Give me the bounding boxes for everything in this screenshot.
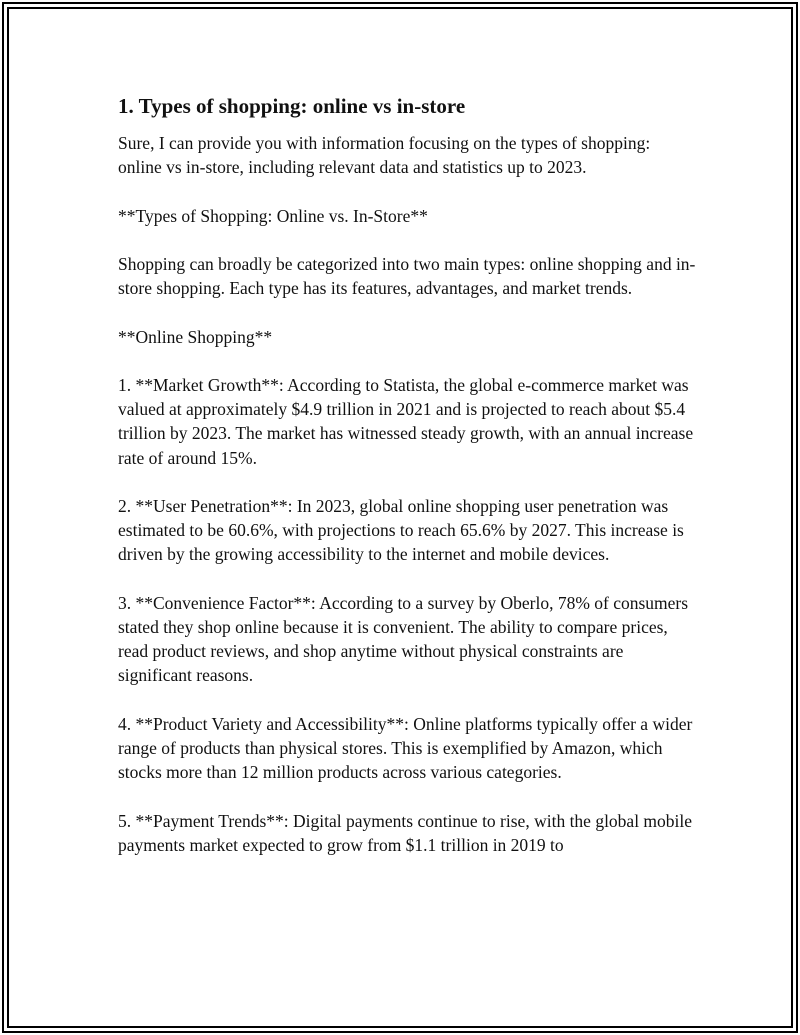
types-subheading: **Types of Shopping: Online vs. In-Store** [118, 205, 428, 226]
document-body [118, 92, 698, 857]
market-growth-paragraph: 1. **Market Growth**: According to Statista, the global e-commerce market was valued at approximately $4.9 trillion in 2021 and is projected to reach about $5.4 trillion by 2023. The market has witnessed steady growth, with an annual increase rate of around 15%. [118, 374, 694, 468]
overview-paragraph: Shopping can broadly be categorized into two main types: online shopping and in-store shopping. Each type has its features, advantages, and market trends. [118, 253, 696, 299]
convenience-factor-paragraph: 3. **Convenience Factor**: According to a survey by Oberlo, 78% of consumers stated they shop online because it is convenient. The ability to compare prices, read product reviews, and shop anytime without physical constraints are significant reasons. [118, 592, 689, 686]
product-variety-paragraph: 4. **Product Variety and Accessibility**: Online platforms typically offer a wider range of products than physical stores. This is exemplified by Amazon, which stocks more than 12 million products across various categories. [118, 713, 693, 783]
user-penetration-paragraph: 2. **User Penetration**: In 2023, global online shopping user penetration was estimated to be 60.6%, with projections to reach 65.6% by 2027. This increase is driven by the growing accessibility to the internet and mobile devices. [118, 495, 684, 565]
online-shopping-subheading: **Online Shopping** [118, 326, 273, 347]
intro-paragraph: Sure, I can provide you with information focusing on the types of shopping: online vs in-store, including relevant data and statistics up to 2023. [118, 133, 651, 178]
payment-trends-paragraph: 5. **Payment Trends**: Digital payments continue to rise, with the global mobile payments market expected to grow from $1.1 trillion in 2019 to [118, 810, 693, 855]
section-heading: 1. Types of shopping: online vs in-store [118, 94, 466, 118]
